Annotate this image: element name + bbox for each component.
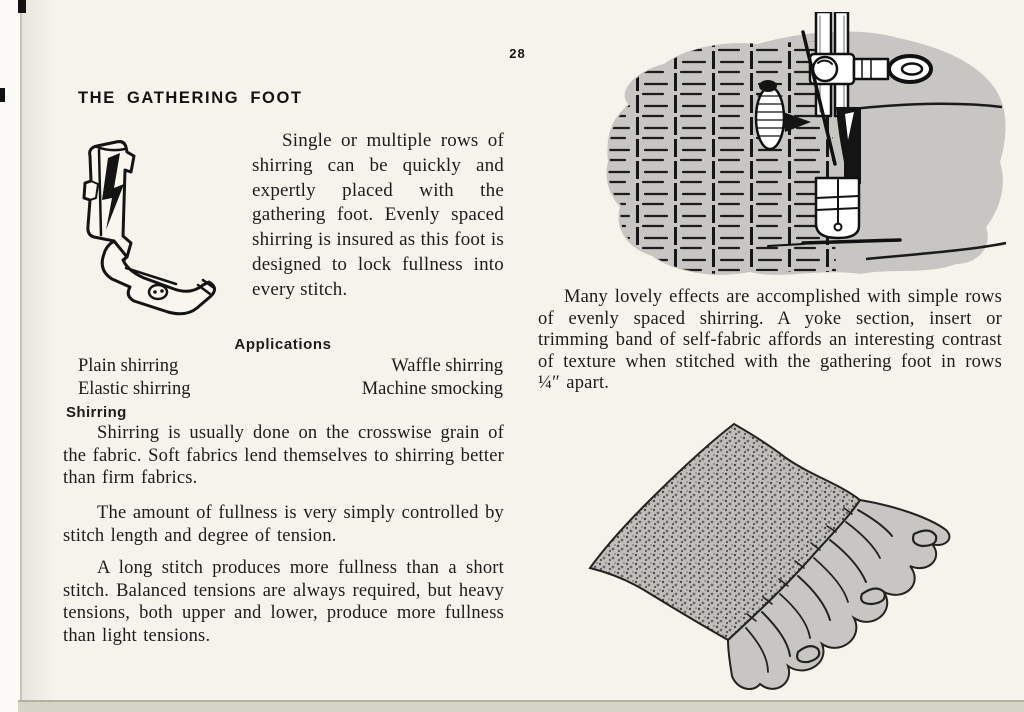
application-item: Plain shirring	[78, 356, 179, 376]
shirring-paragraph: A long stitch produces more fullness than a short stitch. Balanced tensions are always required, but heavy tensions, both upper and lower, produce more fullness than light tensions.	[63, 558, 504, 646]
shirred-swatch-illustration	[562, 418, 1017, 712]
shirring-paragraph: The amount of fullness is very simply controlled by stitch length and degree of tension.	[63, 503, 504, 546]
machine-shirring-illustration	[598, 12, 1013, 284]
scan-artifact-mark-left	[0, 88, 5, 102]
applications-row	[63, 355, 503, 378]
shirring-paragraph: Shirring is usually done on the crosswise grain of the fabric. Soft fabrics lend themselves to shirring better than firm fabrics.	[63, 423, 504, 488]
applications-heading: Applications	[234, 336, 332, 353]
page-title: THE GATHERING FOOT	[78, 89, 303, 107]
application-item: Waffle shirring	[391, 356, 503, 376]
scan-artifact-mark-top	[18, 0, 26, 13]
applications-list	[63, 355, 503, 401]
scan-page-edge	[0, 0, 22, 712]
effects-paragraph: Many lovely effects are accomplished with simple rows of evenly spaced shirring. A yoke section, insert or trimming band of self-fabric affords an interesting contrast of texture when stitched with the gathering foot in rows ¼″ apart.	[538, 287, 1002, 394]
application-item: Machine smocking	[361, 379, 503, 399]
gathering-foot-illustration	[70, 138, 220, 328]
application-item: Elastic shirring	[78, 379, 191, 399]
scan-bottom-edge	[18, 700, 1024, 712]
page-number: 28	[509, 46, 526, 61]
intro-paragraph: Single or multiple rows of shirring can be quickly and expertly placed with the gathering foot. Evenly spaced shirring is insured as this foot is designed to lock fullness into every stitch.	[252, 130, 504, 300]
shirring-heading: Shirring	[66, 404, 127, 421]
applications-row	[63, 378, 503, 401]
